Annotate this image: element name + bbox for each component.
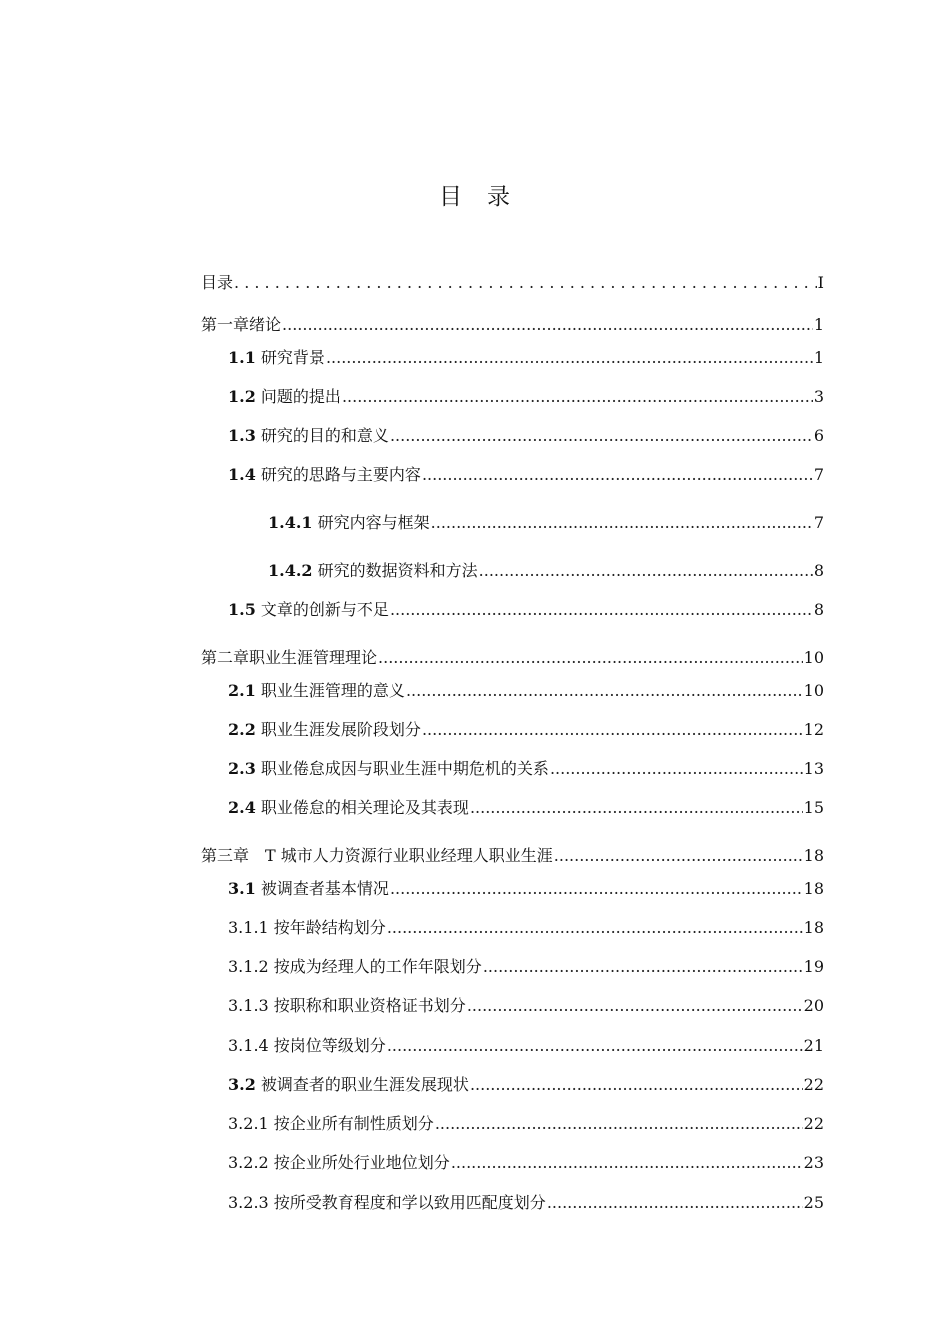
toc-page-number: 6 — [813, 426, 824, 445]
toc-entry-label — [268, 512, 430, 534]
toc-entry-label — [228, 995, 466, 1017]
dot-leader — [554, 845, 803, 867]
toc-entry-label — [228, 386, 341, 408]
dot-leader — [451, 1152, 803, 1174]
toc-entry[interactable] — [0, 845, 950, 867]
toc-entry-text: 第一章绪论 — [201, 315, 282, 334]
toc-entry-label — [228, 1074, 469, 1096]
toc-entry-number: 1.4 — [228, 465, 256, 484]
toc-entry-text: 目录 — [201, 273, 234, 292]
toc-entry-label — [228, 425, 389, 447]
toc-entry[interactable] — [0, 878, 950, 900]
dot-leader — [326, 347, 813, 369]
toc-entry[interactable] — [0, 1035, 950, 1057]
toc-entry-text: 问题的提出 — [255, 387, 341, 406]
toc-entry-text: 职业倦怠的相关理论及其表现 — [255, 798, 469, 817]
dot-leader — [550, 758, 803, 780]
toc-page-number: 10 — [803, 648, 824, 667]
toc-entry[interactable] — [0, 464, 950, 486]
toc-entry-text: 3.2.3 按所受教育程度和学以致用匹配度划分 — [228, 1193, 546, 1212]
toc-entry[interactable] — [0, 917, 950, 939]
toc-entry-label — [228, 1035, 386, 1057]
toc-entry-text: 研究的数据资料和方法 — [312, 561, 478, 580]
toc-entry[interactable] — [0, 719, 950, 741]
toc-page-number: 13 — [803, 759, 824, 778]
toc-page-number: 22 — [803, 1114, 824, 1133]
toc-page-number: 1 — [813, 315, 824, 334]
toc-entry-text: 第三章 T 城市人力资源行业职业经理人职业生涯 — [201, 846, 553, 865]
toc-entry[interactable] — [0, 680, 950, 702]
toc-entry-label — [201, 272, 233, 294]
toc-entry-label — [268, 560, 478, 582]
toc-entry-number: 1.5 — [228, 600, 256, 619]
toc-page-number: 7 — [813, 465, 824, 484]
toc-page-number: 8 — [813, 561, 824, 580]
toc-entry-text: 3.2.2 按企业所处行业地位划分 — [228, 1153, 450, 1172]
dot-leader — [378, 647, 803, 669]
toc-entry-text: 3.2.1 按企业所有制性质划分 — [228, 1114, 434, 1133]
toc-page-number: 18 — [803, 879, 824, 898]
toc-entry-label — [201, 647, 377, 669]
toc-entry-text: 文章的创新与不足 — [255, 600, 389, 619]
toc-entry-text: 3.1.3 按职称和职业资格证书划分 — [228, 996, 466, 1015]
dot-leader — [431, 512, 813, 534]
toc-entry-text: 研究的思路与主要内容 — [255, 465, 421, 484]
toc-page-number: 20 — [803, 996, 824, 1015]
toc-page-number: 15 — [803, 798, 824, 817]
toc-entry-text: 职业生涯管理的意义 — [255, 681, 405, 700]
toc-entry-number: 2.1 — [228, 681, 256, 700]
toc-entry-text: 研究背景 — [255, 348, 325, 367]
toc-entry[interactable] — [0, 1113, 950, 1135]
toc-entry-label — [228, 719, 421, 741]
toc-page-number: 7 — [813, 513, 824, 532]
toc-entry-text: 3.1.2 按成为经理人的工作年限划分 — [228, 957, 482, 976]
toc-entry-label — [228, 1192, 546, 1214]
dot-leader — [390, 599, 813, 621]
dot-leader — [483, 956, 803, 978]
toc-entry-label — [228, 956, 482, 978]
dot-leader — [390, 878, 803, 900]
toc-page-number: 18 — [803, 918, 824, 937]
toc-entry-number: 3.2 — [228, 1075, 256, 1094]
toc-entry-number: 2.2 — [228, 720, 256, 739]
toc-entry-label — [228, 1152, 450, 1174]
dot-leader — [387, 1035, 803, 1057]
toc-entry[interactable] — [0, 758, 950, 780]
toc-entry[interactable] — [0, 347, 950, 369]
toc-entry-number: 2.3 — [228, 759, 256, 778]
toc-entry-text: 研究内容与框架 — [312, 513, 430, 532]
dot-leader — [467, 995, 803, 1017]
toc-entry[interactable] — [0, 1152, 950, 1174]
toc-entry-text: 职业倦怠成因与职业生涯中期危机的关系 — [255, 759, 549, 778]
toc-entry[interactable] — [0, 995, 950, 1017]
toc-page-number: 3 — [813, 387, 824, 406]
toc-entry-text: 被调查者的职业生涯发展现状 — [255, 1075, 469, 1094]
toc-page-number: 22 — [803, 1075, 824, 1094]
toc-page-number: I — [817, 273, 824, 292]
toc-entry-text: 研究的目的和意义 — [255, 426, 389, 445]
toc-entry-number: 1.2 — [228, 387, 256, 406]
toc-entry[interactable] — [0, 1074, 950, 1096]
dot-leader — [470, 797, 803, 819]
toc-entry[interactable] — [0, 560, 950, 582]
toc-entry[interactable] — [0, 512, 950, 534]
dot-leader — [479, 560, 813, 582]
toc-page-number: 23 — [803, 1153, 824, 1172]
toc-entry-label — [228, 464, 421, 486]
toc-entry-label — [228, 797, 469, 819]
dot-leader — [342, 386, 813, 408]
toc-entry-label — [228, 680, 405, 702]
toc-entry[interactable] — [0, 1192, 950, 1214]
toc-entry-number: 1.4.1 — [268, 513, 313, 532]
toc-page-number: 8 — [813, 600, 824, 619]
dot-leader — [435, 1113, 803, 1135]
toc-entry-text: 职业生涯发展阶段划分 — [255, 720, 421, 739]
dot-leader — [422, 464, 813, 486]
toc-page-number: 25 — [803, 1193, 824, 1212]
dot-leader — [422, 719, 803, 741]
dot-leader — [547, 1192, 803, 1214]
toc-entry[interactable] — [0, 599, 950, 621]
toc-entry[interactable] — [0, 797, 950, 819]
toc-entry-label — [228, 758, 549, 780]
toc-entry-number: 2.4 — [228, 798, 256, 817]
toc-entry-text: 第二章职业生涯管理理论 — [201, 648, 378, 667]
toc-entry[interactable] — [0, 956, 950, 978]
toc-entry-label — [228, 347, 325, 369]
toc-entry-label — [228, 917, 386, 939]
toc-page-number: 18 — [803, 846, 824, 865]
toc-entry-number: 1.4.2 — [268, 561, 313, 580]
toc-entry[interactable] — [0, 314, 950, 336]
toc-page-number: 12 — [803, 720, 824, 739]
dot-leader — [282, 314, 813, 336]
toc-entry-label — [201, 845, 553, 867]
toc-entry-text: 被调查者基本情况 — [255, 879, 389, 898]
toc-entry-number: 1.1 — [228, 348, 256, 367]
toc-entry-text: 3.1.1 按年龄结构划分 — [228, 918, 386, 937]
toc-entry-number: 1.3 — [228, 426, 256, 445]
toc-entry[interactable] — [0, 386, 950, 408]
dot-leader — [390, 425, 813, 447]
toc-entry-number: 3.1 — [228, 879, 256, 898]
toc-page-number: 1 — [813, 348, 824, 367]
toc-entry-label — [228, 878, 389, 900]
toc-page-number: 19 — [803, 957, 824, 976]
toc-page-number: 21 — [803, 1036, 824, 1055]
toc-page-number: 10 — [803, 681, 824, 700]
toc-entry-label — [228, 1113, 434, 1135]
toc-entry[interactable] — [0, 425, 950, 447]
dot-leader — [406, 680, 803, 702]
toc-entry[interactable] — [0, 272, 950, 294]
toc-title: 目 录 — [439, 184, 511, 210]
toc-entry-label — [228, 599, 389, 621]
toc-entry-label — [201, 314, 281, 336]
dot-leader — [470, 1074, 803, 1096]
toc-entry[interactable] — [0, 647, 950, 669]
toc-entry-text: 3.1.4 按岗位等级划分 — [228, 1036, 386, 1055]
dot-leader — [387, 917, 803, 939]
dot-leader — [234, 272, 817, 294]
